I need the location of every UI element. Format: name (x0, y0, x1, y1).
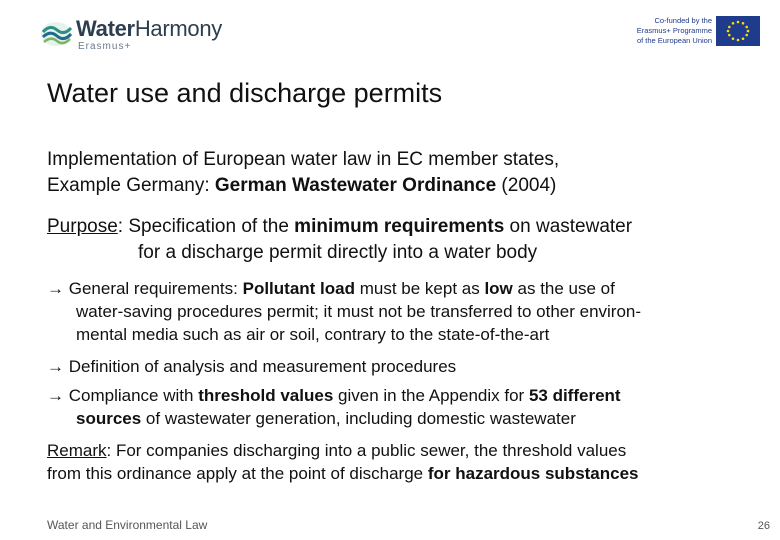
bullet-3-line-1: → Compliance with threshold values given in the Appendix for 53 different (47, 386, 621, 405)
bullet-1-line-1: → General requirements: Pollutant load must be kept as low as the use of (47, 279, 615, 298)
bullet-1-line-2: water-saving procedures permit; it must not be transferred to other environ- (76, 302, 642, 321)
eu-flag-icon (716, 16, 760, 46)
page-number: 26 (757, 520, 770, 532)
water-harmony-logo (40, 14, 240, 54)
logo-subtext: Erasmus+ (78, 41, 132, 52)
remark-label: Remark (47, 441, 107, 460)
arrow-icon: → (47, 357, 64, 376)
bullet-3-line-2: sources of wastewater generation, including domestic wastewater (76, 409, 576, 428)
footer-course-title: Water and Environmental Law (47, 518, 208, 532)
eu-text: Co-funded by the Erasmus+ Programme of the European Union (636, 16, 712, 45)
water-drop-icon (40, 18, 74, 48)
arrow-icon: → (47, 386, 64, 405)
purpose-line-1: Purpose: Specification of the minimum requirements on wastewater (47, 216, 633, 237)
slide-title: Water use and discharge permits (47, 78, 443, 108)
intro-line-2: Example Germany: German Wastewater Ordinance (2004) (47, 175, 557, 196)
remark-line-1: Remark: For companies discharging into a public sewer, the threshold values (47, 441, 627, 460)
purpose-label: Purpose (47, 216, 118, 237)
bullet-1-line-3: mental media such as air or soil, contrary to the state-of-the-art (76, 325, 550, 344)
intro-line-1: Implementation of European water law in EC member states, (47, 149, 560, 170)
remark-line-2: from this ordinance apply at the point of discharge for hazardous substances (47, 464, 639, 483)
purpose-line-2: for a discharge permit directly into a water body (138, 242, 538, 263)
bullet-2: → Definition of analysis and measurement procedures (47, 357, 457, 376)
eu-cofunded-badge (620, 16, 760, 48)
arrow-icon: → (47, 279, 64, 298)
logo-text: WaterHarmony (76, 16, 222, 41)
